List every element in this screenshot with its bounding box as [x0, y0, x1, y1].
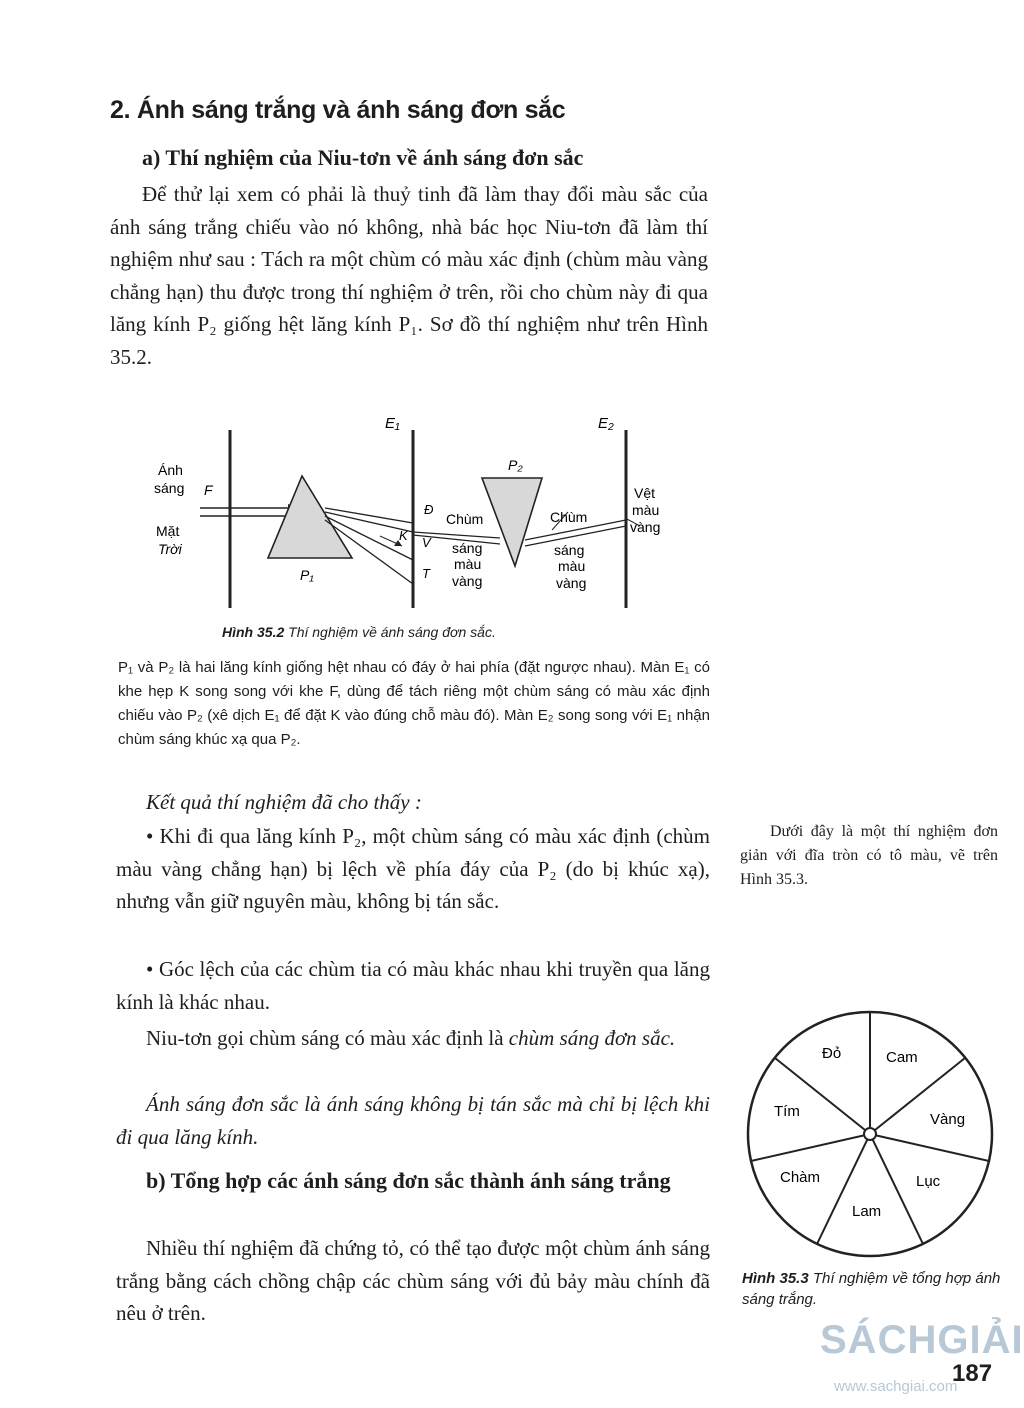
subsection-b-heading: b) Tổng hợp các ánh sáng đơn sắc thành ánh sáng trắng	[146, 1168, 671, 1193]
sector-cham: Chàm	[780, 1169, 821, 1186]
prism-p2	[482, 478, 542, 566]
definition-paragraph: Niu-tơn gọi chùm sáng có màu xác định là chùm sáng đơn sắc.	[146, 1026, 676, 1050]
sector-tim: Tím	[774, 1103, 800, 1120]
label-troi: Trời	[158, 541, 182, 557]
watermark-url: www.sachgiai.com	[834, 1378, 958, 1395]
figure-35-2-caption: Hình 35.2 Thí nghiệm về ánh sáng đơn sắc.	[222, 624, 496, 640]
label-mau2: màu	[558, 558, 586, 574]
label-p2: P₂	[508, 457, 523, 473]
definition-statement: Ánh sáng đơn sắc là ánh sáng không bị tán sắc mà chỉ bị lệch khi đi qua lăng kính.	[116, 1092, 710, 1149]
label-mau1: màu	[454, 556, 482, 572]
label-chum1: Chùm	[446, 511, 484, 527]
label-d: Đ	[424, 502, 434, 517]
watermark-logo: SÁCHGIẢI	[820, 1318, 1024, 1362]
label-vang3: vàng	[630, 519, 661, 535]
page-number: 187	[952, 1360, 993, 1387]
result-intro: Kết quả thí nghiệm đã cho thấy :	[146, 790, 422, 814]
label-vang2: vàng	[556, 575, 587, 591]
paragraph-newton-experiment: Để thử lại xem có phải là thuỷ tinh đã làm thay đổi màu sắc của ánh sáng trắng chiếu vào nó không, nhà bác học Niu-tơn đã làm thí nghiệm như sau : Tách ra một chùm có màu xác định (chùm màu vàng chẳng hạn) thu được trong thí nghiệm ở trên, rồi cho chùm này đi qua lăng kính P₂ giống hệt lăng kính P₁. Sơ đồ thí nghiệm như trên Hình 35.2.	[110, 182, 708, 369]
label-e1: E₁	[385, 415, 400, 432]
sector-cam: Cam	[886, 1049, 918, 1066]
label-mau3: màu	[632, 502, 660, 518]
label-vang1: vàng	[452, 573, 483, 589]
paragraph-white-light: Nhiều thí nghiệm đã chứng tỏ, có thể tạo được một chùm ánh sáng trắng bằng cách chồng chập các chùm sáng với đủ bảy màu chính đã nêu ở trên.	[116, 1236, 710, 1325]
bullet-1: • Khi đi qua lăng kính P₂, một chùm sáng có màu xác định (chùm màu vàng chẳng hạn) bị lệch về phía đáy của P₂ (do bị khúc xạ), nhưng vẫn giữ nguyên màu, không bị tán sắc.	[116, 824, 710, 913]
label-e2: E₂	[598, 415, 614, 432]
label-t: T	[422, 566, 430, 581]
subsection-a-heading: a) Thí nghiệm của Niu-tơn về ánh sáng đơn sắc	[142, 145, 584, 170]
figure-35-2-diagram	[140, 408, 680, 623]
figure-35-2-note: P₁ và P₂ là hai lăng kính giống hệt nhau có đáy ở hai phía (đặt ngược nhau). Màn E₁ có khe hẹp K song song với khe F, dùng để tách riêng một chùm sáng có màu xác định chiếu vào P₂ (xê dịch E₁ để đặt K vào đúng chỗ màu đó). Màn E₂ song song với E₁ nhận chùm sáng khúc xạ qua P₂.	[118, 659, 710, 748]
label-sang1: sáng	[452, 540, 483, 556]
prism-p1	[268, 476, 352, 558]
figure-35-3-caption: Hình 35.3 Thí nghiệm về tổng hợp ánh sáng trắng.	[742, 1270, 1001, 1308]
label-p1: P₁	[300, 567, 314, 583]
sector-lam: Lam	[852, 1203, 882, 1220]
label-vet: Vệt	[634, 485, 656, 501]
label-anh: Ánh	[158, 462, 183, 478]
sector-vang: Vàng	[930, 1111, 966, 1128]
label-mat: Mặt	[156, 523, 180, 539]
sector-luc: Lục	[916, 1173, 941, 1190]
label-v: V	[422, 535, 431, 550]
figure-35-3-color-wheel	[744, 1008, 996, 1260]
bullet-2: • Góc lệch của các chùm tia có màu khác nhau khi truyền qua lăng kính là khác nhau.	[116, 957, 710, 1014]
label-f: F	[204, 482, 213, 498]
label-sang: sáng	[154, 480, 185, 496]
label-chum2: Chùm	[550, 509, 588, 525]
label-sang2: sáng	[554, 542, 585, 558]
section-title: 2. Ánh sáng trắng và ánh sáng đơn sắc	[110, 96, 566, 124]
label-k: K	[399, 528, 408, 543]
sector-do: Đỏ	[822, 1045, 842, 1062]
side-note: Dưới đây là một thí nghiệm đơn giản với đĩa tròn có tô màu, vẽ trên Hình 35.3.	[740, 823, 998, 888]
